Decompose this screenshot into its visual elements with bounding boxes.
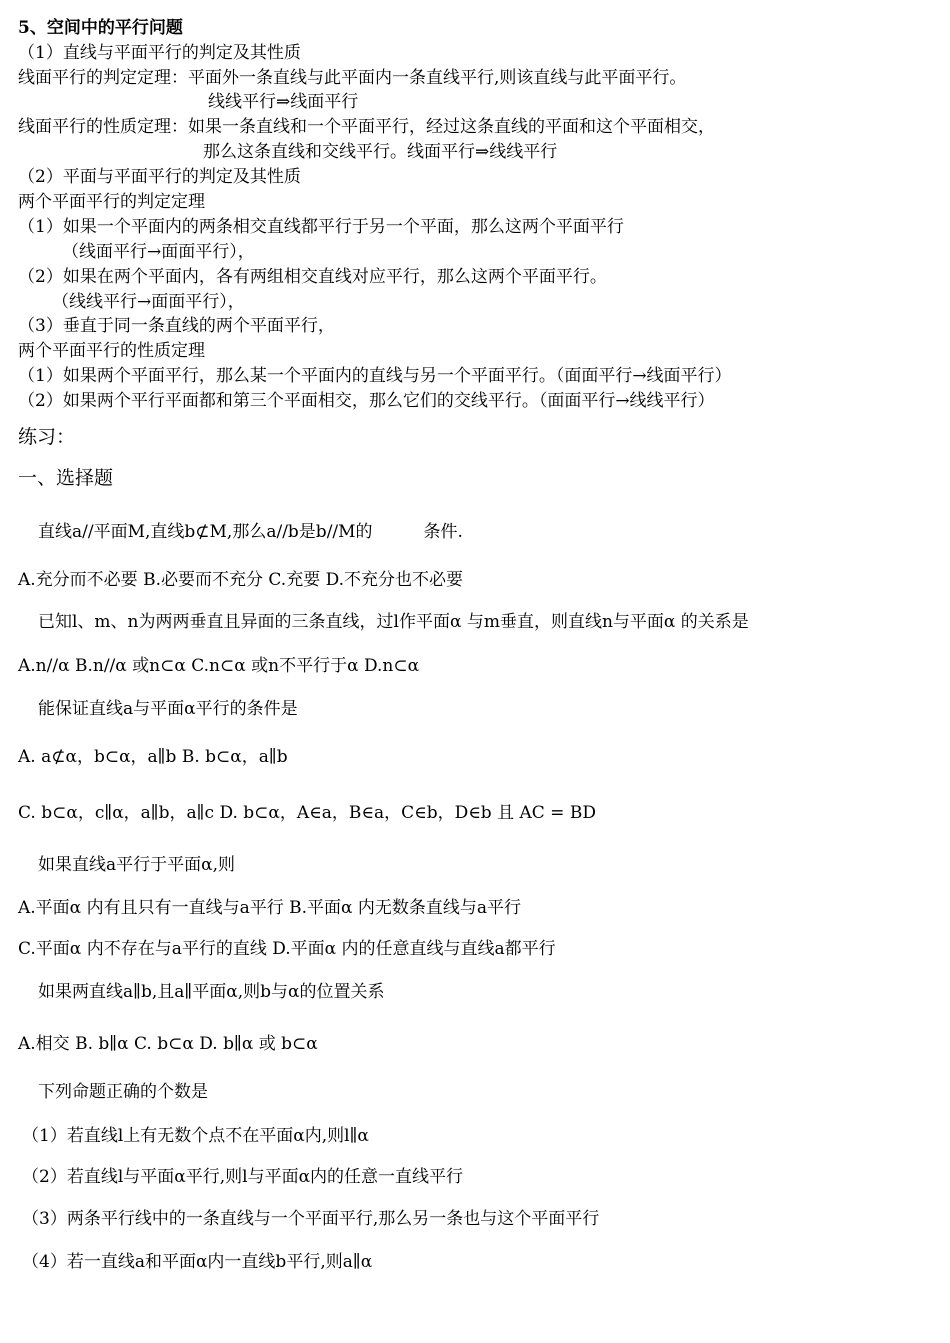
question-6-item-4: （4）若一直线a和平面α内一直线b平行,则a∥α: [22, 1252, 373, 1272]
option-c[interactable]: C.充要: [268, 570, 321, 590]
option-a[interactable]: A.平面α 内有且只有一直线与a平行: [18, 898, 284, 918]
question-5-options: [18, 1032, 318, 1056]
question-2-options: [18, 654, 419, 678]
question-4-options-row2: [18, 937, 556, 961]
option-a[interactable]: A.充分而不必要: [18, 570, 138, 590]
option-d[interactable]: D.不充分也不必要: [325, 570, 464, 590]
theorem-line-plane-property: 线面平行的性质定理：如果一条直线和一个平面平行，经过这条直线的平面和这个平面相交，: [18, 117, 715, 137]
option-c[interactable]: C.平面α 内不存在与a平行的直线: [18, 939, 267, 959]
option-a[interactable]: A.相交: [18, 1034, 70, 1054]
plane-judgement-3: （3）垂直于同一条直线的两个平面平行，: [18, 316, 335, 336]
plane-property-title: 两个平面平行的性质定理: [18, 341, 205, 361]
theorem-line-plane-judgement: 线面平行的判定定理：平面外一条直线与此平面内一条直线平行,则该直线与此平面平行。: [18, 68, 687, 88]
theorem-line-plane-property-symbol: 那么这条直线和交线平行。线面平行⇒线线平行: [203, 142, 558, 162]
option-a[interactable]: A. a⊄α，b⊂α，a∥b: [18, 747, 177, 767]
section-heading: 5、空间中的平行问题: [18, 18, 183, 38]
option-b[interactable]: B. b⊂α，a∥b: [181, 747, 288, 767]
question-1-stem: 直线a//平面M,直线b⊄M,那么a//b是b//M的 条件.: [38, 522, 463, 542]
option-d[interactable]: D. b∥α 或 b⊂α: [199, 1034, 318, 1054]
plane-judgement-1: （1）如果一个平面内的两条相交直线都平行于另一个平面，那么这两个平面平行: [18, 217, 624, 237]
option-d[interactable]: D.n⊂α: [363, 656, 420, 676]
option-b[interactable]: B. b∥α: [75, 1034, 129, 1054]
option-b[interactable]: B.平面α 内无数条直线与a平行: [289, 898, 522, 918]
question-6-item-1: （1）若直线l上有无数个点不在平面α内,则l∥α: [22, 1126, 369, 1146]
option-b[interactable]: B.n//α 或n⊂α: [74, 656, 186, 676]
practice-section-choice: 一、选择题: [18, 467, 114, 489]
theorem-line-plane-judgement-symbol: 线线平行⇒线面平行: [208, 92, 359, 112]
plane-judgement-2-note: （线线平行→面面平行），: [52, 292, 245, 312]
option-c[interactable]: C.n⊂α 或n不平行于α: [191, 656, 359, 676]
question-1-options: [18, 568, 463, 592]
plane-judgement-title: 两个平面平行的判定定理: [18, 192, 205, 212]
subheading-plane-plane: （2）平面与平面平行的判定及其性质: [18, 167, 301, 187]
question-4-stem: 如果直线a平行于平面α,则: [38, 855, 236, 875]
question-2-stem: 已知l、m、n为两两垂直且异面的三条直线，过l作平面α 与m垂直，则直线n与平面α 的关系是: [38, 612, 749, 632]
option-a[interactable]: A.n//α: [18, 656, 70, 676]
question-3-stem: 能保证直线a与平面α平行的条件是: [38, 699, 298, 719]
question-3-options-row2: [18, 801, 596, 825]
question-5-stem: 如果两直线a∥b,且a∥平面α,则b与α的位置关系: [38, 982, 385, 1002]
plane-judgement-2: （2）如果在两个平面内，各有两组相交直线对应平行，那么这两个平面平行。: [18, 267, 607, 287]
option-b[interactable]: B.必要而不充分: [143, 570, 263, 590]
plane-judgement-1-note: （线面平行→面面平行），: [62, 242, 255, 262]
plane-property-1: （1）如果两个平面平行，那么某一个平面内的直线与另一个平面平行。（面面平行→线面平行）: [18, 366, 732, 386]
practice-title: 练习：: [18, 426, 76, 448]
question-6-item-3: （3）两条平行线中的一条直线与一个平面平行,那么另一条也与这个平面平行: [22, 1209, 600, 1229]
subheading-line-plane: （1）直线与平面平行的判定及其性质: [18, 43, 301, 63]
plane-property-2: （2）如果两个平行平面都和第三个平面相交，那么它们的交线平行。（面面平行→线线平行）: [18, 391, 715, 411]
option-d[interactable]: D. b⊂α，A∈a，B∈a，C∈b，D∈b 且 AC = BD: [219, 803, 596, 823]
option-d[interactable]: D.平面α 内的任意直线与直线a都平行: [272, 939, 556, 959]
question-4-options-row1: [18, 896, 521, 920]
question-6-item-2: （2）若直线l与平面α平行,则l与平面α内的任意一直线平行: [22, 1167, 464, 1187]
question-3-options-row1: [18, 745, 288, 769]
question-6-stem: 下列命题正确的个数是: [38, 1082, 208, 1102]
option-c[interactable]: C. b⊂α，c∥α，a∥b，a∥c: [18, 803, 215, 823]
option-c[interactable]: C. b⊂α: [134, 1034, 194, 1054]
